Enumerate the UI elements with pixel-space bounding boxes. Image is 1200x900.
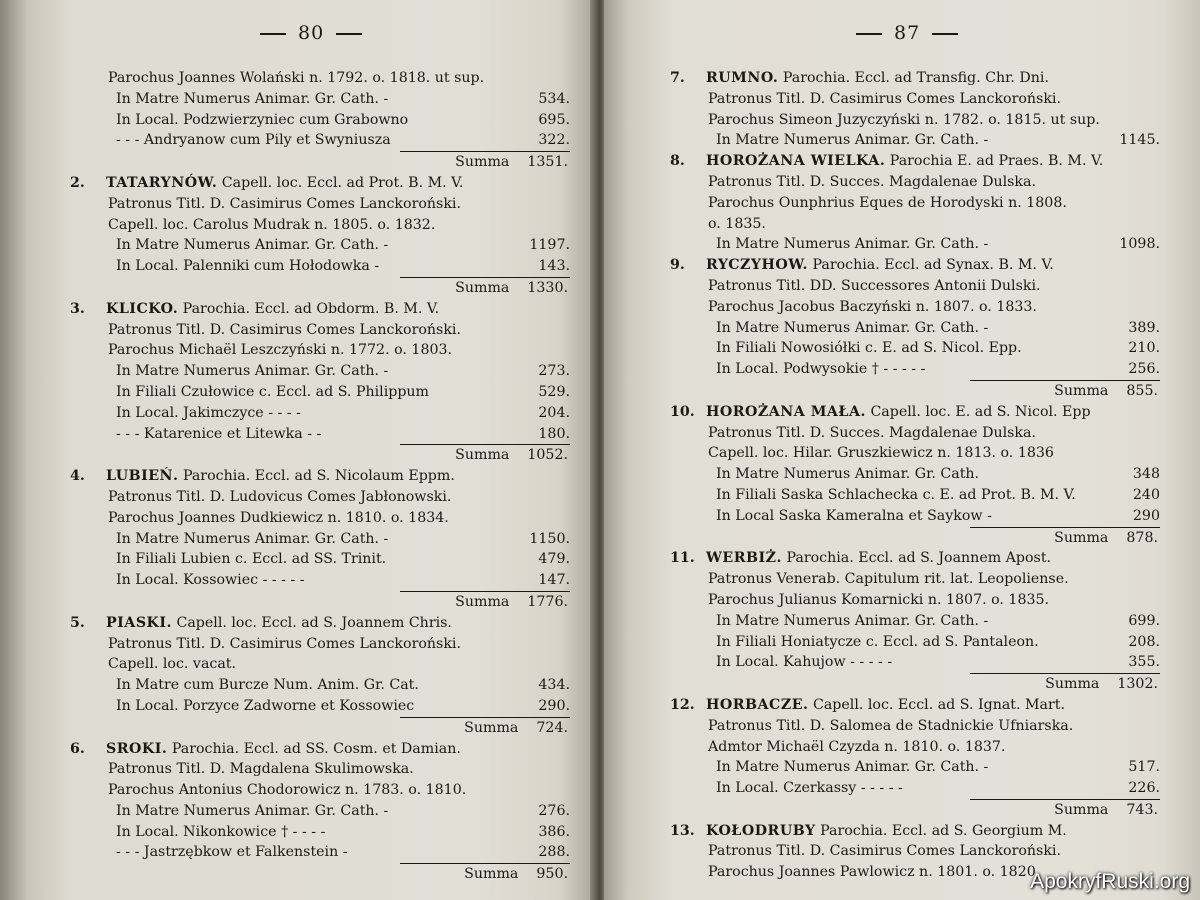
entry-line: Admtor Michaël Czyzda n. 1810. o. 1837.	[708, 738, 1006, 755]
parish-name: TATARYNÓW.	[106, 174, 218, 191]
count-label: - - - Katarenice et Litewka - -	[116, 425, 322, 442]
count-label: In Matre Numerus Animar. Gr. Cath. -	[716, 132, 989, 149]
entry-line: Patronus Titl. D. Salomea de Stadnickie Ufniarska.	[708, 717, 1074, 734]
parish-name: RYCZYHOW.	[706, 257, 808, 274]
entry-heading	[670, 548, 1160, 569]
summa-label: Summa	[1054, 382, 1109, 399]
summa-row	[400, 151, 570, 173]
count-label: In Local. Podwysokie † - - - - -	[716, 361, 926, 378]
count-value: 479.	[538, 551, 570, 568]
count-row	[70, 801, 570, 822]
entry-line: Parochus Joannes Dudkiewicz n. 1810. o. 1834.	[108, 509, 449, 526]
count-label: In Matre Numerus Animar. Gr. Cath.	[716, 466, 980, 483]
entry-number: 10.	[670, 403, 695, 420]
right-page-number: 87	[844, 22, 970, 44]
count-row	[670, 611, 1160, 632]
watermark: ApokryfRuski.org	[1030, 870, 1190, 893]
entry-heading	[670, 68, 1160, 89]
count-label: In Matre Numerus Animar. Gr. Cath. -	[716, 319, 989, 336]
count-value: 204.	[538, 404, 570, 421]
count-row	[670, 632, 1160, 653]
count-row	[670, 652, 1160, 673]
count-row	[670, 318, 1160, 339]
count-row	[70, 110, 570, 131]
entry-line: Parochus Michaël Leszczyński n. 1772. o. 1803.	[108, 342, 453, 359]
parish-name: RUMNO.	[706, 70, 779, 86]
entry-line: Parochus Simeon Juzyczyński n. 1782. o. 1815. ut sup.	[708, 111, 1100, 128]
summa-label: Summa	[1045, 676, 1100, 693]
summa-value: 1052.	[527, 447, 568, 464]
summa-label: Summa	[464, 866, 519, 883]
entry-heading	[70, 173, 570, 194]
entry-heading	[670, 151, 1160, 172]
count-value: 143.	[538, 258, 570, 275]
count-label: In Local Saska Kameralna et Saykow -	[716, 507, 992, 524]
parish-name: HOROŻANA MAŁA.	[706, 403, 866, 420]
count-value: 529.	[538, 383, 570, 400]
entry-line: Patronus Titl. D. Ludovicus Comes Jabłonowski.	[108, 488, 452, 505]
count-value: 180.	[538, 425, 570, 442]
count-value: 240	[1132, 486, 1160, 503]
summa-label: Summa	[455, 593, 510, 610]
entry-number: 5.	[70, 614, 85, 631]
count-row	[70, 675, 570, 696]
count-row	[70, 403, 570, 424]
entry-description: Capell. loc. Eccl. ad S. Ignat. Mart.	[812, 696, 1065, 713]
summa-value: 878.	[1126, 529, 1158, 546]
count-label: In Local. Kossowiec - - - - -	[116, 572, 305, 589]
count-value: 226.	[1128, 780, 1160, 797]
count-label: In Local. Nikonkowice † - - - -	[116, 823, 326, 840]
count-value: 534.	[538, 90, 570, 107]
entry-number: 11.	[670, 550, 695, 567]
entry-heading	[670, 402, 1160, 423]
summa-row	[400, 863, 570, 885]
parish-name: KOŁODRUBY	[706, 822, 816, 839]
count-value: 389.	[1128, 319, 1160, 336]
entry-description: Parochia. Eccl. ad SS. Cosm. et Damian.	[171, 740, 461, 757]
count-value: 208.	[1128, 633, 1160, 650]
count-value: 322.	[538, 132, 570, 149]
entry-heading	[70, 299, 570, 320]
count-label: In Matre Numerus Animar. Gr. Cath. -	[716, 236, 989, 253]
parish-name: PIASKI.	[106, 614, 172, 631]
entry-line: Patronus Titl. D. Succes. Magdalenae Dulska.	[708, 424, 1036, 441]
summa-label: Summa	[1054, 801, 1109, 818]
entry-heading	[670, 695, 1160, 716]
parish-name: KLICKO.	[106, 300, 179, 317]
right-page	[604, 0, 1200, 900]
entry-line: Patronus Titl. D. Casimirus Comes Lanckoroński.	[708, 843, 1061, 860]
entry-line: Patronus Titl. D. Magdalena Skulimowska.	[108, 761, 414, 778]
entry-description: Parochia. Eccl. ad S. Georgium M.	[820, 822, 1067, 839]
entry-number: 2.	[70, 174, 85, 191]
entry-description: Capell. loc. E. ad S. Nicol. Epp	[870, 403, 1091, 420]
entry-description: Capell. loc. Eccl. ad Prot. B. M. V.	[221, 174, 464, 191]
entry-number: 12.	[670, 696, 695, 713]
entry-line: Patronus Titl. D. Casimirus Comes Lanckoroński.	[108, 321, 461, 338]
count-value: 695.	[538, 111, 570, 128]
entry-line: Patronus Titl. DD. Successores Antonii Dulski.	[708, 277, 1041, 294]
count-row	[70, 361, 570, 382]
count-label: In Local. Jakimczyce - - - -	[116, 404, 301, 421]
entry-line: Patronus Titl. D. Casimirus Comes Lanckoroński.	[108, 195, 461, 212]
count-label: In Local. Kahujow - - - - -	[716, 654, 893, 671]
count-label: In Matre Numerus Animar. Gr. Cath. -	[716, 612, 989, 629]
summa-label: Summa	[464, 719, 519, 736]
entry-number: 6.	[70, 740, 85, 757]
count-row	[70, 130, 570, 151]
count-label: In Matre Numerus Animar. Gr. Cath. -	[116, 802, 389, 819]
summa-value: 1351.	[527, 154, 568, 171]
entry-line: Parochus Joannes Wolański n. 1792. o. 1818. ut sup.	[108, 70, 485, 86]
count-label: In Filiali Saska Schlachecka c. E. ad Prot. B. M. V.	[716, 486, 1076, 503]
count-label: In Matre Numerus Animar. Gr. Cath. -	[716, 759, 989, 776]
count-row	[70, 256, 570, 277]
entry-line: Patronus Titl. D. Casimirus Comes Lanckoroński.	[108, 635, 461, 652]
count-value: 1150.	[529, 530, 570, 547]
summa-row	[970, 527, 1160, 549]
summa-row	[970, 380, 1160, 402]
count-label: In Matre Numerus Animar. Gr. Cath. -	[116, 237, 389, 254]
summa-row	[400, 717, 570, 739]
count-label: In Local. Palenniki cum Hołodowka -	[116, 258, 380, 275]
count-label: In Filiali Lubien c. Eccl. ad SS. Trinit.	[116, 551, 387, 568]
entry-description: Parochia E. ad Praes. B. M. V.	[889, 153, 1104, 170]
entry-line: Patronus Titl. D. Casimirus Comes Lanckoroński.	[708, 90, 1061, 107]
count-value: 1145.	[1119, 132, 1160, 149]
summa-value: 950.	[536, 866, 568, 883]
summa-row	[400, 591, 570, 613]
summa-label: Summa	[455, 279, 510, 296]
count-row	[70, 424, 570, 445]
entry-line: Patronus Titl. D. Succes. Magdalenae Dulska.	[708, 173, 1036, 190]
entry-number: 13.	[670, 822, 695, 839]
entry-line: o. 1835.	[708, 215, 766, 232]
entry-description: Parochia. Eccl. ad Transfig. Chr. Dni.	[782, 70, 1049, 86]
entry-description: Parochia. Eccl. ad S. Joannem Apost.	[786, 550, 1052, 567]
summa-row	[970, 799, 1160, 821]
left-page-text	[70, 68, 570, 885]
count-row	[70, 235, 570, 256]
entry-line: Parochus Jacobus Baczyński n. 1807. o. 1833.	[708, 298, 1037, 315]
summa-row	[970, 673, 1160, 695]
entry-line: Capell. loc. vacat.	[108, 656, 237, 673]
entry-line: Parochus Julianus Komarnicki n. 1807. o. 1835.	[708, 591, 1050, 608]
summa-value: 1302.	[1117, 676, 1158, 693]
count-row	[70, 89, 570, 110]
entry-description: Parochia. Eccl. ad Synax. B. M. V.	[812, 257, 1054, 274]
entry-heading	[70, 739, 570, 760]
entry-heading	[70, 613, 570, 634]
count-value: 273.	[538, 363, 570, 380]
entry-line: Parochus Antonius Chodorowicz n. 1783. o. 1810.	[108, 782, 467, 799]
count-value: 276.	[538, 802, 570, 819]
count-value: 348	[1132, 466, 1160, 483]
entry-line: Capell. loc. Hilar. Gruszkiewicz n. 1813. o. 1836	[708, 445, 1054, 462]
entry-line: Capell. loc. Carolus Mudrak n. 1805. o. 1832.	[108, 216, 436, 233]
count-row	[70, 570, 570, 591]
summa-row	[400, 277, 570, 299]
count-row	[670, 757, 1160, 778]
count-value: 210.	[1128, 340, 1160, 357]
count-value: 147.	[538, 572, 570, 589]
count-label: In Matre Numerus Animar. Gr. Cath. -	[116, 363, 389, 380]
summa-label: Summa	[1054, 529, 1109, 546]
summa-value: 1776.	[527, 593, 568, 610]
count-row	[70, 382, 570, 403]
entry-number: 9.	[670, 257, 685, 274]
count-row	[70, 696, 570, 717]
summa-value: 724.	[536, 719, 568, 736]
count-row	[70, 822, 570, 843]
count-value: 355.	[1128, 654, 1160, 671]
parish-name: LUBIEŃ.	[106, 468, 179, 485]
count-label: - - - Andryanow cum Pily et Swyniusza	[116, 132, 391, 149]
entry-line: Parochus Ounphrius Eques de Horodyski n. 1808.	[708, 194, 1067, 211]
count-label: In Filiali Nowosiółki c. E. ad S. Nicol. Epp.	[716, 340, 1022, 357]
count-value: 290	[1132, 507, 1160, 524]
count-value: 256.	[1128, 361, 1160, 378]
entry-description: Parochia. Eccl. ad Obdorm. B. M. V.	[182, 300, 440, 317]
summa-value: 855.	[1126, 382, 1158, 399]
count-value: 290.	[538, 697, 570, 714]
count-row	[670, 506, 1160, 527]
count-row	[670, 130, 1160, 151]
count-value: 1197.	[529, 237, 570, 254]
count-value: 699.	[1128, 612, 1160, 629]
entry-heading	[70, 466, 570, 487]
summa-label: Summa	[455, 447, 510, 464]
entry-number: 8.	[670, 153, 685, 170]
summa-label: Summa	[455, 154, 510, 171]
count-row	[670, 234, 1160, 255]
count-label: In Matre Numerus Animar. Gr. Cath. -	[116, 90, 389, 107]
count-label: In Filiali Honiatycze c. Eccl. ad S. Pantaleon.	[716, 633, 1039, 650]
count-row	[70, 842, 570, 863]
entry-heading	[670, 255, 1160, 276]
right-page-text	[670, 68, 1160, 883]
summa-value: 743.	[1126, 801, 1158, 818]
count-label: In Local. Porzyce Zadworne et Kossowiec	[116, 697, 415, 714]
parish-name: HOROŻANA WIELKA.	[706, 153, 886, 170]
count-label: - - - Jastrzębkow et Falkenstein -	[116, 844, 348, 861]
parish-name: WERBIŻ.	[706, 550, 782, 567]
summa-row	[400, 444, 570, 466]
parish-name: SROKI.	[106, 740, 168, 757]
entry-line: Patronus Venerab. Capitulum rit. lat. Leopoliense.	[708, 571, 1069, 588]
count-row	[70, 529, 570, 550]
count-row	[670, 485, 1160, 506]
count-value: 386.	[538, 823, 570, 840]
left-page	[0, 0, 596, 900]
count-value: 288.	[538, 844, 570, 861]
count-row	[670, 338, 1160, 359]
count-label: In Matre cum Burcze Num. Anim. Gr. Cat.	[116, 677, 419, 694]
count-value: 1098.	[1119, 236, 1160, 253]
count-label: In Filiali Czułowice c. Eccl. ad S. Philippum	[116, 383, 429, 400]
count-value: 517.	[1128, 759, 1160, 776]
count-row	[70, 549, 570, 570]
left-page-number: 80	[248, 22, 374, 44]
count-row	[670, 359, 1160, 380]
count-row	[670, 464, 1160, 485]
entry-heading	[670, 821, 1160, 842]
entry-number: 7.	[670, 70, 685, 86]
entry-number: 4.	[70, 468, 85, 485]
summa-value: 1330.	[527, 279, 568, 296]
count-value: 434.	[538, 677, 570, 694]
count-label: In Local. Podzwierzyniec cum Grabowno	[116, 111, 409, 128]
entry-description: Parochia. Eccl. ad S. Nicolaum Eppm.	[182, 468, 455, 485]
count-row	[670, 778, 1160, 799]
entry-number: 3.	[70, 300, 85, 317]
parish-name: HORBACZE.	[706, 696, 809, 713]
count-label: In Local. Czerkassy - - - - -	[716, 780, 903, 797]
entry-line: Parochus Joannes Pawlowicz n. 1801. o. 1820.	[708, 864, 1041, 881]
count-label: In Matre Numerus Animar. Gr. Cath. -	[116, 530, 389, 547]
entry-description: Capell. loc. Eccl. ad S. Joannem Chris.	[176, 614, 452, 631]
